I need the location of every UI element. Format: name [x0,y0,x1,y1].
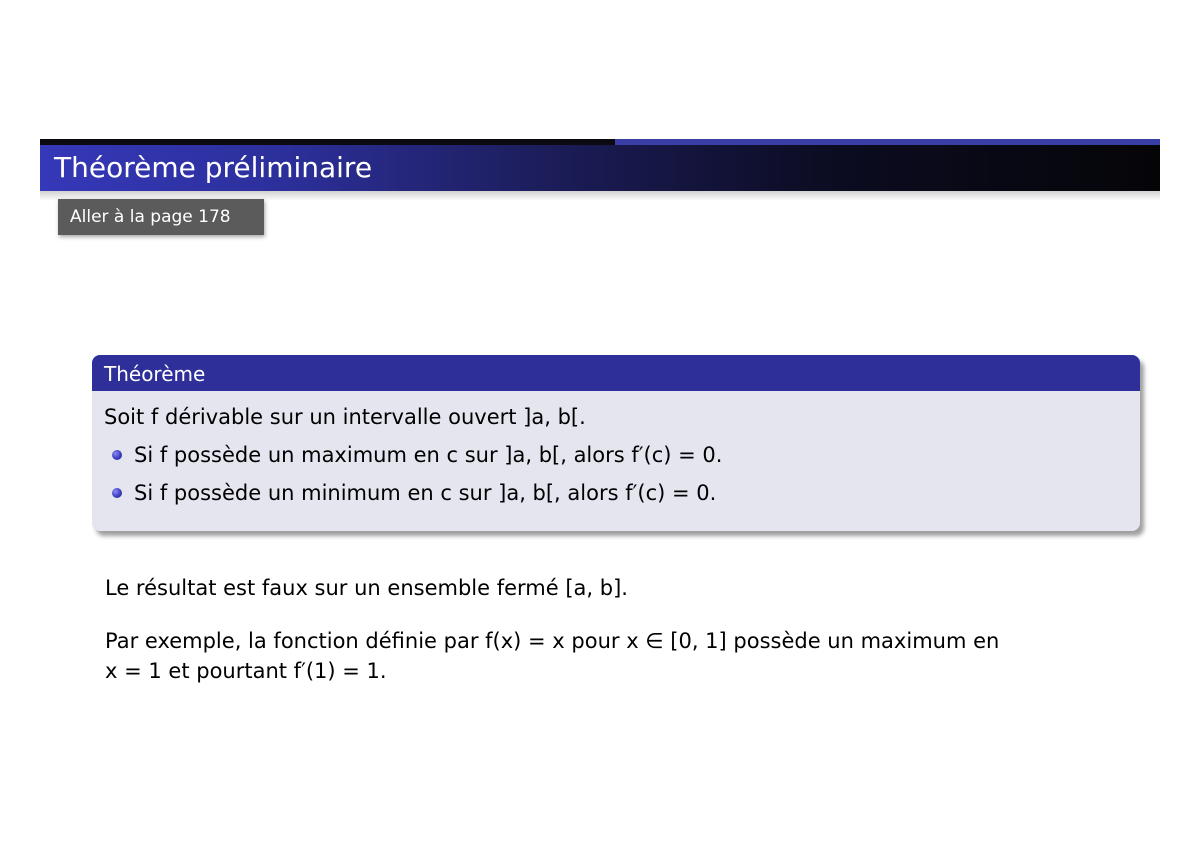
theorem-block [92,355,1140,531]
theorem-intro: Soit f dérivable sur un intervalle ouvert ]a, b[. [104,405,586,429]
bullet-icon [112,450,122,460]
goto-page-tooltip: Aller à la page 178 [58,199,264,235]
example-line-2: x = 1 et pourtant f′(1) = 1. [105,659,387,683]
theorem-header: Théorème [92,355,1140,391]
theorem-item-minimum [134,479,1128,507]
theorem-item-text: Si f possède un minimum en c sur ]a, b[, alors f′(c) = 0. [134,481,717,505]
theorem-item-text: Si f possède un maximum en c sur ]a, b[, alors f′(c) = 0. [134,443,723,467]
frame-title-bar [40,145,1160,191]
theorem-body [92,391,1140,507]
theorem-list [104,441,1128,507]
remark-closed-interval: Le résultat est faux sur un ensemble fermé [a, b]. [105,576,628,600]
frame-title: Théorème préliminaire [54,151,373,184]
theorem-item-maximum [134,441,1128,469]
bullet-icon [112,488,122,498]
example-line-1: Par exemple, la fonction définie par f(x) = x pour x ∈ [0, 1] possède un maximum en [105,629,1000,653]
